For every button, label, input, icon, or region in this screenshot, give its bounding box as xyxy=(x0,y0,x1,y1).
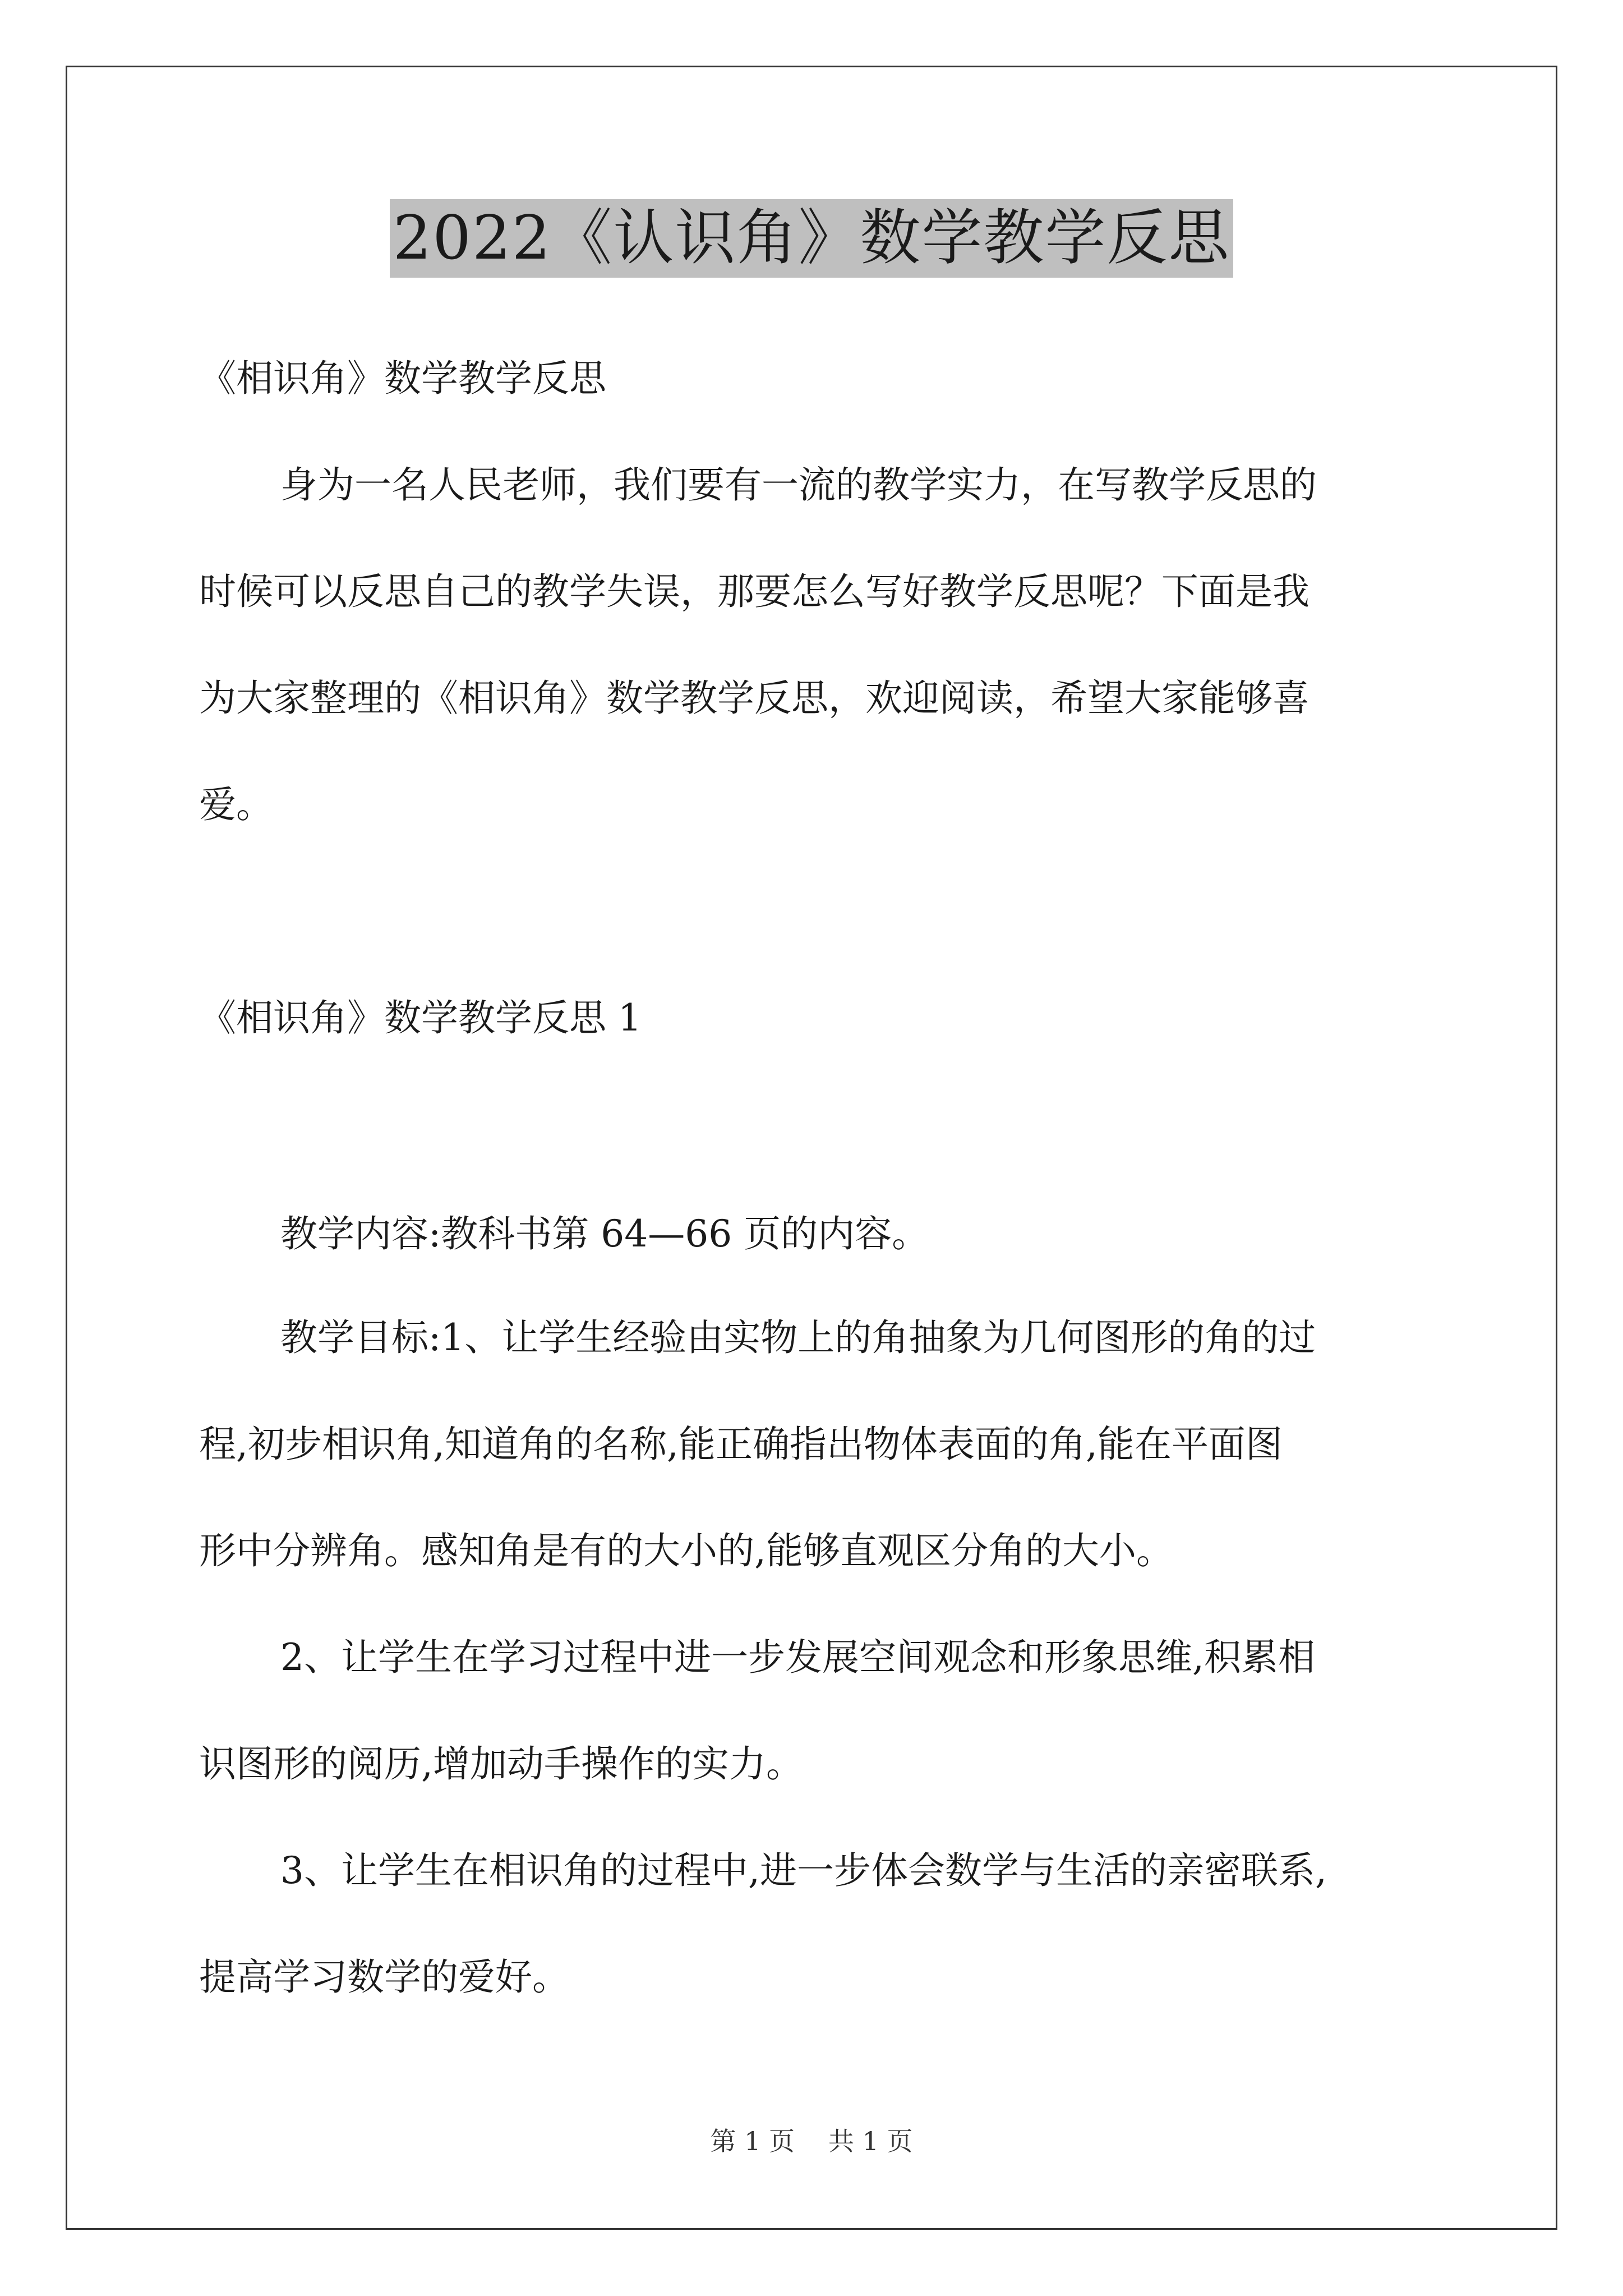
section-heading: 《相识角》数学教学反思 1 xyxy=(199,996,642,1039)
subheading-intro: 《相识角》数学教学反思 xyxy=(199,357,606,400)
title-container xyxy=(0,199,1623,278)
page-total: 共 1 页 xyxy=(828,2126,913,2156)
paragraph-line: 为大家整理的《相识角》数学教学反思，欢迎阅读，希望大家能够喜 xyxy=(199,677,1310,720)
paragraph-line: 形中分辨角。感知角是有的大小的,能够直观区分角的大小。 xyxy=(199,1529,1173,1572)
paragraph-line: 提高学习数学的爱好。 xyxy=(199,1955,569,1999)
page-number: 第 1 页 xyxy=(710,2126,795,2156)
paragraph-line: 教学目标:1、让学生经验由实物上的角抽象为几何图形的角的过 xyxy=(280,1316,1316,1359)
paragraph-line: 爱。 xyxy=(199,783,273,826)
page-footer xyxy=(0,2124,1623,2158)
paragraph-line: 程,初步相识角,知道角的名称,能正确指出物体表面的角,能在平面图 xyxy=(199,1423,1283,1466)
paragraph-line: 时候可以反思自己的教学失误，那要怎么写好教学反思呢？下面是我 xyxy=(199,570,1310,613)
paragraph-line: 身为一名人民老师，我们要有一流的教学实力，在写教学反思的 xyxy=(280,463,1317,507)
paragraph-line: 2、让学生在学习过程中进一步发展空间观念和形象思维,积累相 xyxy=(280,1636,1315,1679)
paragraph-line: 识图形的阅历,增加动手操作的实力。 xyxy=(199,1742,803,1786)
document-title: 2022《认识角》数学教学反思 xyxy=(390,199,1234,278)
paragraph-line: 教学内容:教科书第 64—66 页的内容。 xyxy=(280,1212,929,1255)
paragraph-line: 3、让学生在相识角的过程中,进一步体会数学与生活的亲密联系, xyxy=(280,1849,1327,1892)
